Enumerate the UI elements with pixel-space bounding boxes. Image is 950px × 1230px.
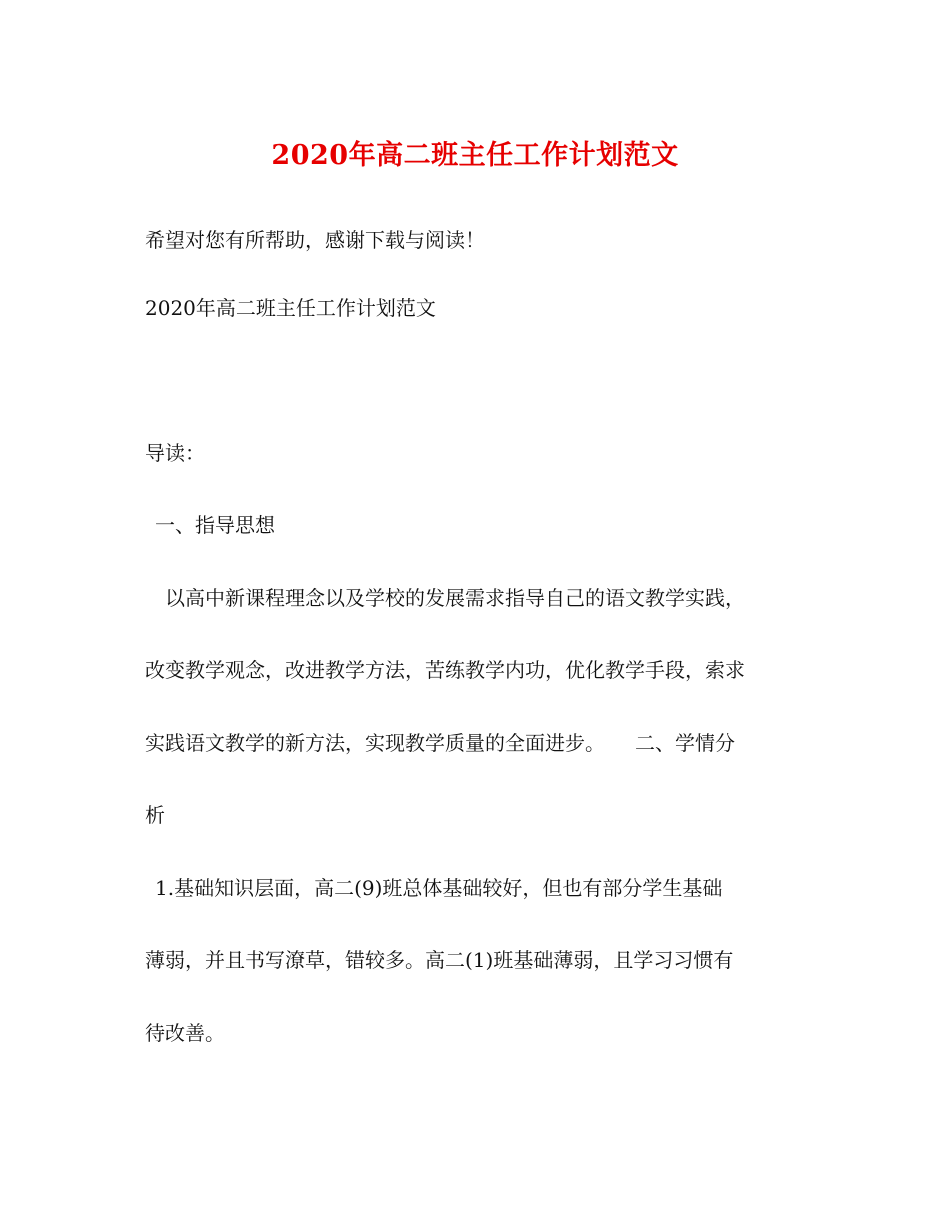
- section-heading-1: 一、指导思想: [155, 513, 275, 537]
- paragraph-line: 实践语文教学的新方法，实现教学质量的全面进步。 二、学情分: [145, 731, 735, 755]
- intro-line: 希望对您有所帮助，感谢下载与阅读！: [145, 228, 485, 252]
- subtitle-line: 2020年高二班主任工作计划范文: [145, 296, 436, 320]
- paragraph-line: 以高中新课程理念以及学校的发展需求指导自己的语文教学实践，: [165, 586, 745, 610]
- paragraph-line: 析: [145, 803, 165, 827]
- document-title: 2020年高二班主任工作计划范文: [271, 140, 679, 171]
- paragraph-line: 改变教学观念，改进教学方法，苦练教学内功，优化教学手段，索求: [145, 658, 745, 682]
- paragraph-line: 待改善。: [145, 1021, 225, 1045]
- paragraph-line: 薄弱，并且书写潦草，错较多。高二(1)班基础薄弱，且学习习惯有: [145, 948, 734, 972]
- paragraph-line: 1.基础知识层面，高二(9)班总体基础较好，但也有部分学生基础: [155, 876, 723, 900]
- guide-label: 导读：: [145, 441, 205, 465]
